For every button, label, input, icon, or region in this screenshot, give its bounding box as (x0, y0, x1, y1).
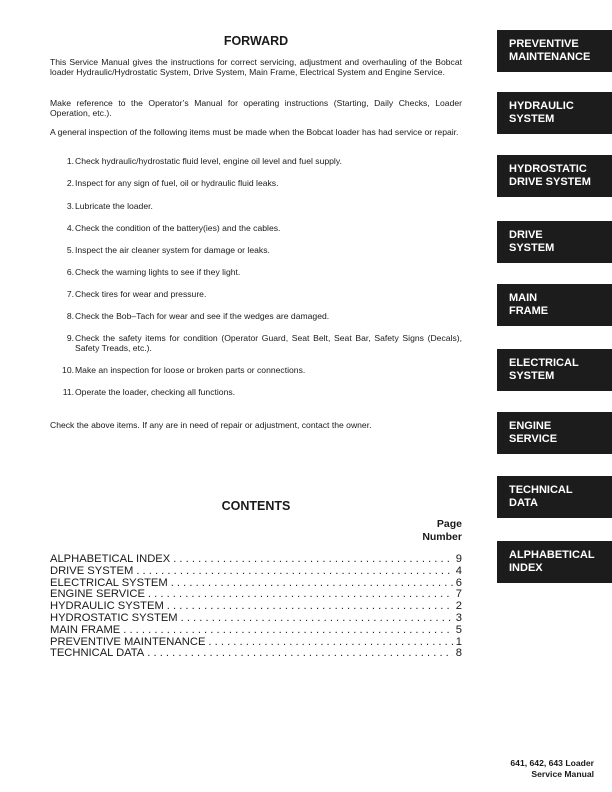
toc-leader (148, 589, 453, 601)
toc-entry[interactable] (50, 554, 462, 566)
tab-main-frame[interactable] (497, 284, 612, 326)
toc-label: PREVENTIVE MAINTENANCE (50, 636, 206, 648)
checklist-item (50, 156, 462, 166)
checklist-text: Make an inspection for loose or broken parts or connections. (75, 365, 306, 375)
tab-label: ALPHABETICAL (509, 549, 595, 561)
tab-label: MAIN (509, 292, 538, 304)
checklist-item (50, 289, 462, 299)
toc-label: ELECTRICAL SYSTEM (50, 577, 168, 589)
tab-engine-service[interactable] (497, 412, 612, 454)
page-header-line: Number (422, 530, 462, 543)
toc-entry[interactable] (50, 566, 462, 578)
footer-model: 641, 642, 643 Loader (510, 758, 594, 768)
toc-leader (123, 625, 453, 637)
checklist-number: 10. (62, 365, 74, 375)
intro-paragraph: This Service Manual gives the instructions for correct servicing, adjustment and overhauling of the Bobcat loader Hydraulic/Hydrostatic System, Drive System, Main Frame, Electrical System and Engine Service. (50, 57, 462, 78)
tab-hydraulic-system[interactable] (497, 92, 612, 134)
tab-label: FRAME (509, 304, 549, 317)
checklist-item (50, 223, 462, 233)
tab-label: SERVICE (509, 432, 558, 445)
tab-label: DATA (509, 496, 538, 509)
tab-label: SYSTEM (509, 112, 555, 125)
toc-entry[interactable] (50, 589, 462, 601)
toc-page: 7 (455, 589, 462, 601)
page-header-line: Page (436, 518, 462, 530)
toc-page: 8 (455, 648, 462, 660)
closing-paragraph: Check the above items. If any are in need of repair or adjustment, contact the owner. (50, 420, 372, 430)
checklist-text: Check tires for wear and pressure. (75, 289, 207, 299)
toc-leader (167, 601, 453, 613)
checklist-number: 1. (66, 156, 74, 166)
toc-entry[interactable] (50, 613, 462, 625)
manual-footer (510, 758, 594, 779)
tab-label: HYDROSTATIC (509, 163, 587, 175)
checklist-text: Lubricate the loader. (75, 201, 153, 211)
toc-label: TECHNICAL DATA (50, 648, 145, 660)
tab-label: PREVENTIVE (509, 38, 579, 50)
checklist-number: 9. (66, 333, 74, 343)
tab-label: DRIVE (509, 229, 543, 241)
tab-label: TECHNICAL (509, 484, 573, 496)
checklist-item (50, 201, 462, 211)
checklist-number: 4. (66, 223, 74, 233)
forward-title: FORWARD (223, 34, 289, 48)
toc-leader (173, 554, 453, 566)
toc-label: ENGINE SERVICE (50, 589, 145, 601)
toc-label: MAIN FRAME (50, 624, 121, 636)
checklist-number: 2. (66, 178, 74, 188)
tab-electrical-system[interactable] (497, 349, 612, 391)
tab-alphabetical-index[interactable] (497, 541, 612, 583)
checklist-text: Check the Bob–Tach for wear and see if the wedges are damaged. (75, 311, 330, 321)
tab-label: SYSTEM (509, 241, 555, 254)
checklist-number: 3. (66, 201, 74, 211)
toc-label: HYDRAULIC SYSTEM (50, 601, 164, 613)
contents-title: CONTENTS (221, 499, 291, 513)
checklist-number: 5. (66, 245, 74, 255)
toc-page: 4 (455, 565, 462, 577)
checklist-text: Check the condition of the battery(ies) and the cables. (75, 223, 281, 233)
toc-entry[interactable] (50, 625, 462, 637)
inspection-paragraph: A general inspection of the following items must be made when the Bobcat loader has had service or repair. (50, 127, 459, 137)
checklist-number: 6. (66, 267, 74, 277)
tab-drive-system[interactable] (497, 221, 612, 263)
checklist-item (50, 387, 462, 397)
toc-page: 9 (455, 554, 462, 565)
tab-label: MAINTENANCE (509, 50, 591, 63)
checklist-number: 8. (66, 311, 74, 321)
checklist-text: Inspect for any sign of fuel, oil or hydraulic fluid leaks. (75, 178, 279, 188)
toc-page: 3 (455, 612, 462, 624)
checklist-item (50, 267, 462, 277)
toc-page: 5 (455, 624, 462, 636)
checklist-item (50, 178, 462, 188)
toc-page: 6 (455, 577, 462, 589)
toc-label: HYDROSTATIC SYSTEM (50, 612, 178, 624)
toc-leader (208, 637, 452, 649)
tab-label: HYDRAULIC (509, 100, 574, 112)
checklist-item (50, 333, 462, 354)
tab-label: INDEX (509, 561, 543, 574)
table-of-contents (50, 554, 462, 660)
tab-technical-data[interactable] (497, 476, 612, 518)
footer-title: Service Manual (531, 768, 594, 779)
checklist-number: 7. (66, 289, 74, 299)
toc-leader (181, 613, 453, 625)
checklist-text: Check hydraulic/hydrostatic fluid level, engine oil level and fuel supply. (75, 156, 342, 166)
checklist-number: 11. (62, 387, 74, 397)
toc-entry[interactable] (50, 637, 462, 649)
page-number-header (300, 518, 462, 543)
checklist-item (50, 365, 462, 375)
toc-label: ALPHABETICAL INDEX (50, 554, 171, 565)
toc-leader (147, 648, 452, 660)
tab-label: ELECTRICAL (509, 357, 579, 369)
checklist-item (50, 245, 462, 255)
toc-label: DRIVE SYSTEM (50, 565, 134, 577)
toc-entry[interactable] (50, 601, 462, 613)
tab-label: SYSTEM (509, 369, 555, 382)
checklist-text: Inspect the air cleaner system for damage or leaks. (75, 245, 270, 255)
toc-leader (136, 566, 452, 578)
toc-entry[interactable] (50, 578, 462, 590)
checklist-text: Check the warning lights to see if they light. (75, 267, 241, 277)
tab-hydrostatic-drive-system[interactable] (497, 155, 612, 197)
checklist-text: Operate the loader, checking all functions. (75, 387, 236, 397)
operators-manual-paragraph: Make reference to the Operator’s Manual for operating instructions (Starting, Daily Checks, Loader Operation, etc.). (50, 98, 462, 119)
toc-page: 1 (455, 636, 462, 648)
tab-label: DRIVE SYSTEM (509, 175, 591, 188)
tab-label: ENGINE (509, 420, 552, 432)
checklist-text: Check the safety items for condition (Operator Guard, Seat Belt, Seat Bar, Safety Signs (Decals), Safety Treads, etc.). (75, 333, 462, 354)
toc-page: 2 (455, 601, 462, 613)
checklist-item (50, 311, 462, 321)
toc-leader (171, 578, 453, 590)
toc-entry[interactable] (50, 648, 462, 660)
tab-preventive-maintenance[interactable] (497, 30, 612, 72)
